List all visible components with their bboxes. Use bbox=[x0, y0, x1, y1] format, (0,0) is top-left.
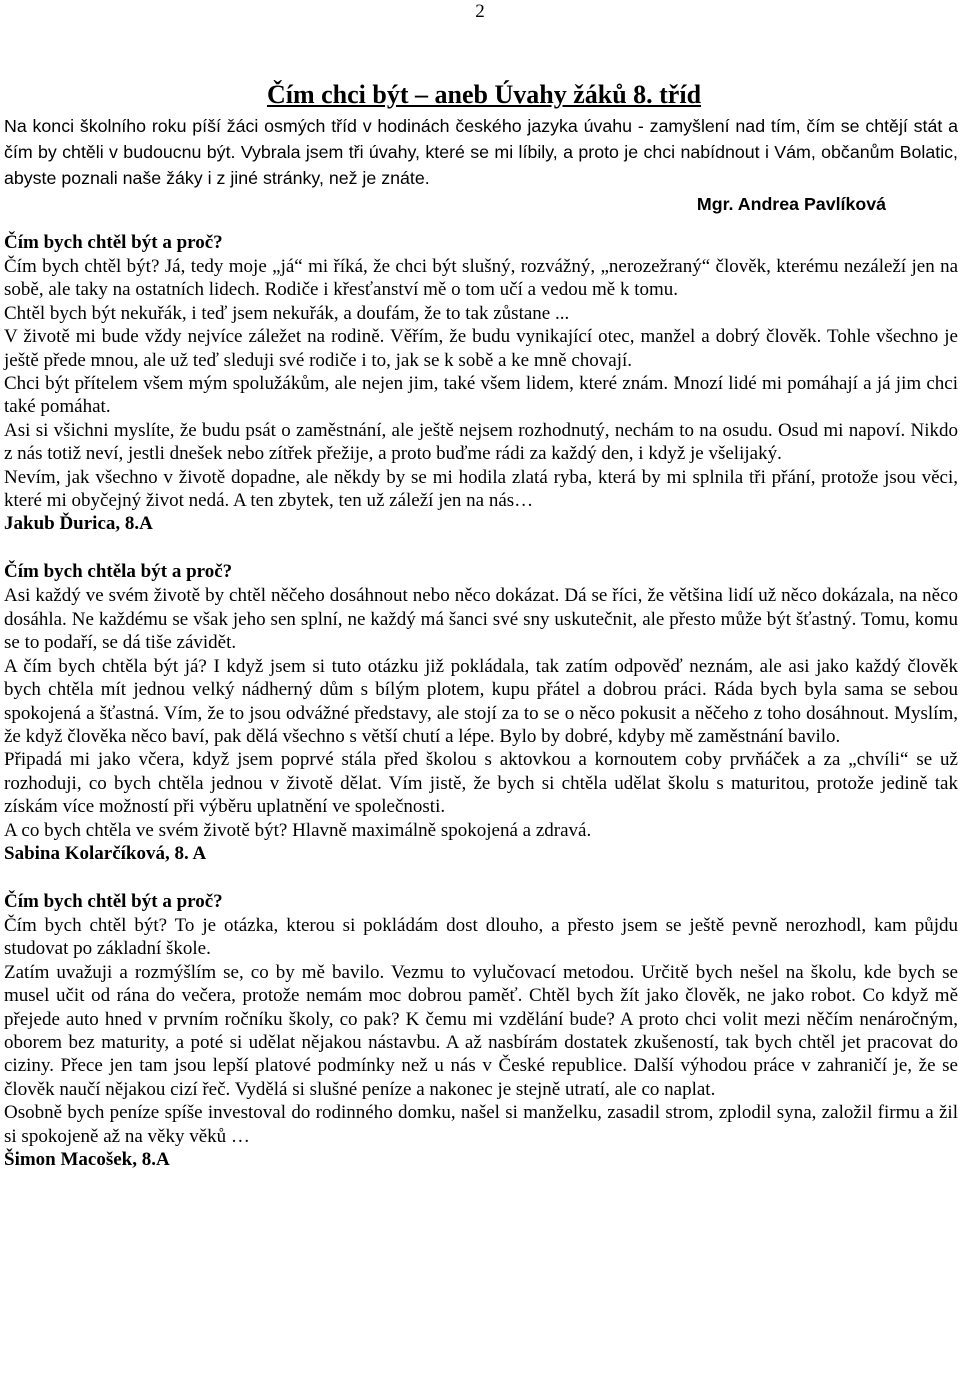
essay-3 bbox=[4, 890, 958, 1172]
essay-paragraph: Asi si všichni myslíte, že budu psát o zaměstnání, ale ještě nejsem rozhodnutý, nechám to na osudu. Osud mi napoví. Nikdo z nás totiž neví, jestli dnešek nebo zítřek přežije, a proto buďme rádi za každý den, i když je všelijaký. bbox=[4, 419, 958, 465]
essay-paragraph: Čím bych chtěl být? To je otázka, kterou si pokládám dost dlouho, a přesto jsem se ještě pevně nerozhodl, kam půjdu studovat po základní škole. bbox=[4, 914, 958, 960]
essay-1 bbox=[4, 231, 958, 536]
page-content bbox=[4, 80, 958, 1172]
essay-paragraph: Osobně bych peníze spíše investoval do rodinného domku, našel si manželku, zasadil strom, zplodil syna, založil firmu a žil si spokojeně až na věky věků … bbox=[4, 1102, 958, 1147]
page-number: 2 bbox=[475, 1, 485, 22]
essay-paragraph: Nevím, jak všechno v životě dopadne, ale někdy by se mi hodila zlatá ryba, která by mi splnila tři přání, protože jsou věci, které mi obyčejný život nedá. A ten zbytek, ten už záleží jen na nás… bbox=[4, 466, 958, 512]
essay-paragraph: Připadá mi jako včera, když jsem poprvé stála před školou s aktovkou a kornoutem coby prvňáček a za „chvíli“ se už rozhoduji, co bych chtěla jednou v životě dělat. Vím jistě, že bych si chtěla udělat školu s maturitou, protože jedině tak získám více možností při výběru uplatnění ve společnosti. bbox=[4, 749, 958, 818]
essay-author: Sabina Kolarčíková, 8. A bbox=[4, 842, 207, 864]
essay-heading: Čím bych chtěl být a proč? bbox=[4, 232, 223, 253]
essay-paragraph: Asi každý ve svém životě by chtěl něčeho dosáhnout nebo něco dokázat. Dá se říci, že většina lidí už něco dokázala, na něco dosáhla. Ne každému se však jeho sen splní, ne každý má šanci své sny uskutečnit, ale přesto může být šťastný. Tomu, komu se to podaří, se dá tiše závidět. bbox=[4, 585, 958, 654]
essay-heading: Čím bych chtěla být a proč? bbox=[4, 561, 233, 583]
essay-paragraph: V životě mi bude vždy nejvíce záležet na rodině. Věřím, že budu vynikající otec, manžel a dobrý člověk. Tohle všechno je ještě přede mnou, ale už teď sleduji své rodiče i to, jak se k sobě a ke mně chovají. bbox=[4, 326, 958, 371]
essay-heading: Čím bych chtěl být a proč? bbox=[4, 890, 223, 912]
article-title: Čím chci být – aneb Úvahy žáků 8. tříd bbox=[266, 80, 702, 109]
essay-2 bbox=[4, 560, 958, 865]
section-gap bbox=[4, 536, 958, 560]
essay-paragraph: Zatím uvažuji a rozmýšlím se, co by mě bavilo. Vezmu to vylučovací metodou. Určitě bych nešel na školu, kde bych se musel učit od rána do večera, protože nemám moc dobrou paměť. Chtěl bych žít jako člověk, ne jako robot. Co když mě přejede auto hned v prvním ročníku školy, co pak? K čemu mi vzdělání bude? A proto chci volit mezi něčím nenáročným, oborem bez maturity, a poté si udělat nějakou nástavbu. A až nasbírám dostatek zkušeností, tak bych chtěl jet pracovat do ciziny. Přece jen tam jsou lepší platové podmínky než u nás v České republice. Další výhodou práce v zahraničí je, že se člověk naučí nějakou cizí řeč. Vydělá si slušné peníze a nakonec je stejně utratí, ale co naplat. bbox=[4, 961, 958, 1100]
essay-paragraph: A čím bych chtěla být já? I když jsem si tuto otázku již pokládala, tak zatím odpověď neznám, ale asi jako každý člověk bych chtěla mít jednou velký nádherný dům s bílým plotem, kupu přátel a dobrou práci. Ráda bych byla sama se sebou spokojená a šťastná. Vím, že to jsou odvážné představy, ale stojí za to se o něco pokusit a něčeho z toho dosáhnout. Myslím, že když člověka něco baví, pak dělá všechno s větší chutí a lépe. Bylo by dobré, kdyby mě zaměstnání bavilo. bbox=[4, 655, 958, 747]
essay-paragraph: Chtěl bych být nekuřák, i teď jsem nekuřák, a doufám, že to tak zůstane ... bbox=[4, 302, 570, 324]
section-gap bbox=[4, 866, 958, 890]
essay-paragraph: Chci být přítelem všem mým spolužákům, ale nejen jim, také všem lidem, které znám. Mnozí lidé mi pomáhají a já jim chci také pomáhat. bbox=[4, 373, 958, 418]
intro-paragraph: Na konci školního roku píší žáci osmých tříd v hodinách českého jazyka úvahu - zamyšlení nad tím, čím se chtějí stát a čím by chtěli v budoucnu být. Vybrala jsem tři úvahy, které se mi líbily, a proto je chci nabídnout i Vám, občanům Bolatic, abyste poznali naše žáky i z jiné stránky, než je znáte. bbox=[4, 116, 958, 188]
essay-author: Šimon Macošek, 8.A bbox=[4, 1149, 170, 1170]
essay-paragraph: Čím bych chtěl být? Já, tedy moje „já“ mi říká, že chci být slušný, rozvážný, „nerozežraný“ člověk, kterému nezáleží jen na sobě, ale taky na ostatních lidech. Rodiče i křesťanství mě o tom učí a vedou mě k tomu. bbox=[4, 256, 958, 301]
intro-author: Mgr. Andrea Pavlíková bbox=[696, 194, 886, 214]
essay-author: Jakub Ďurica, 8.A bbox=[4, 513, 153, 535]
essay-paragraph: A co bych chtěla ve svém životě být? Hlavně maximálně spokojená a zdravá. bbox=[4, 819, 592, 841]
